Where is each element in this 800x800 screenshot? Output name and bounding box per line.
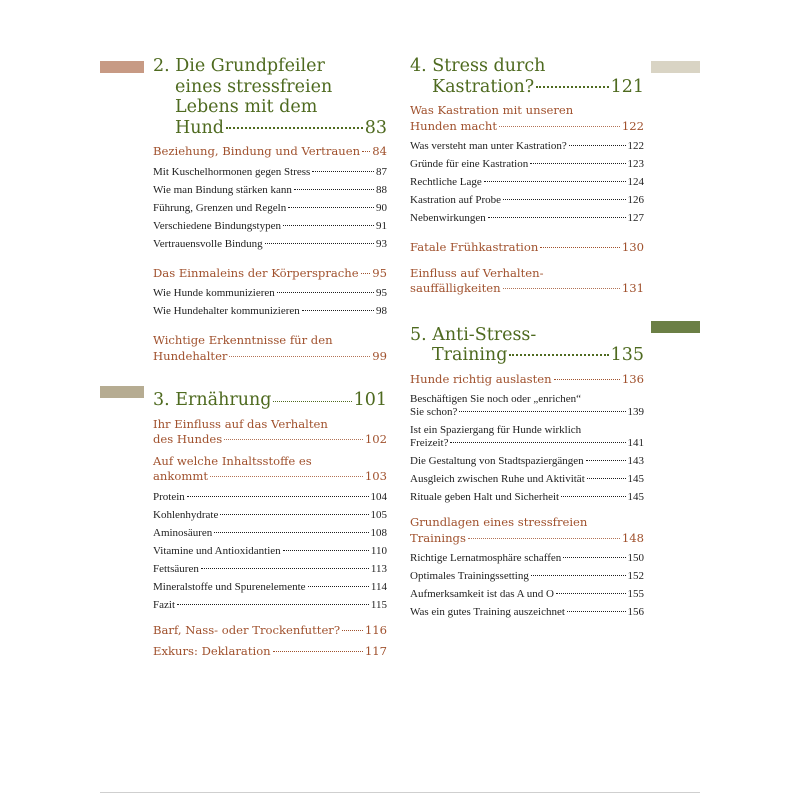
toc-item[interactable]: Mit Kuschelhormonen gegen Stress 87 bbox=[153, 165, 387, 178]
dot-leader bbox=[220, 514, 368, 515]
chapter-5-page: 135 bbox=[610, 345, 644, 365]
dot-leader bbox=[210, 476, 363, 477]
dot-leader bbox=[563, 557, 625, 558]
section-barf[interactable]: Barf, Nass- oder Trockenfutter? 116 bbox=[153, 622, 387, 637]
dot-leader bbox=[484, 181, 626, 182]
toc-item[interactable]: Gründe für eine Kastration 123 bbox=[410, 158, 644, 170]
chapter-3-heading[interactable]: 3. Ernährung 101 bbox=[153, 390, 387, 410]
toc-item[interactable]: Verschiedene Bindungstypen 91 bbox=[153, 219, 387, 232]
dot-leader bbox=[214, 532, 368, 533]
dot-leader bbox=[283, 550, 369, 551]
toc-item[interactable]: Richtige Lernatmosphäre schaffen 150 bbox=[410, 552, 644, 564]
toc-item[interactable]: Nebenwirkungen 127 bbox=[410, 212, 644, 224]
toc-item[interactable]: Aminosäuren 108 bbox=[153, 526, 387, 539]
toc-item[interactable]: Führung, Grenzen und Regeln 90 bbox=[153, 201, 387, 214]
dot-leader bbox=[530, 163, 625, 164]
dot-leader bbox=[587, 478, 626, 479]
toc-item[interactable]: Kastration auf Probe 126 bbox=[410, 194, 644, 206]
chapter-2-color-bar bbox=[100, 61, 144, 73]
dot-leader bbox=[503, 199, 625, 200]
dot-leader bbox=[224, 439, 363, 440]
dot-leader bbox=[567, 611, 626, 612]
toc-item[interactable]: Wie Hundehalter kommunizieren 98 bbox=[153, 305, 387, 317]
toc-item[interactable]: Wie Hunde kommunizieren 95 bbox=[153, 287, 387, 299]
dot-leader bbox=[561, 496, 625, 497]
dot-leader bbox=[540, 247, 620, 248]
toc-item[interactable]: Rituale geben Halt und Sicherheit 145 bbox=[410, 491, 644, 503]
chapter-2-title-line-4: Hund bbox=[175, 117, 225, 138]
chapter-4-heading[interactable]: 4. Stress durch Kastration? 121 bbox=[410, 56, 644, 97]
chapter-3-color-bar bbox=[100, 386, 144, 398]
toc-item[interactable]: Protein 104 bbox=[153, 490, 387, 503]
chapter-2-title-line-1: 2. Die Grundpfeiler bbox=[153, 56, 325, 76]
dot-leader bbox=[308, 586, 369, 587]
chapter-5-heading[interactable]: 5. Anti-Stress- Training 135 bbox=[410, 324, 644, 365]
toc-item[interactable]: Optimales Trainingssetting 152 bbox=[410, 570, 644, 582]
chapter-3-page: 101 bbox=[353, 390, 387, 410]
section-deklaration[interactable]: Exkurs: Deklaration 117 bbox=[153, 644, 387, 658]
dot-leader bbox=[569, 145, 626, 146]
toc-left-column bbox=[153, 56, 387, 660]
toc-item[interactable]: Ausgleich zwischen Ruhe und Aktivität 145 bbox=[410, 473, 644, 485]
chapter-2-heading[interactable] bbox=[153, 56, 387, 138]
toc-item[interactable]: Fazit 115 bbox=[153, 598, 387, 611]
dot-leader bbox=[283, 225, 374, 226]
dot-leader bbox=[277, 292, 374, 293]
footer-divider bbox=[100, 792, 700, 793]
chapter-2-title-line-3: Lebens mit dem bbox=[175, 97, 318, 117]
dot-leader bbox=[273, 651, 363, 652]
toc-item[interactable]: Rechtliche Lage 124 bbox=[410, 176, 644, 188]
toc-item[interactable]: Was ein gutes Training auszeichnet 156 bbox=[410, 606, 644, 618]
dot-leader bbox=[503, 288, 620, 289]
dot-leader bbox=[187, 496, 369, 497]
dot-leader bbox=[177, 604, 369, 605]
dot-leader bbox=[459, 411, 625, 412]
dot-leader bbox=[509, 354, 608, 356]
dot-leader bbox=[288, 207, 374, 208]
toc-item[interactable]: Ist ein Spaziergang für Hunde wirklich Freizeit? 141 bbox=[410, 424, 644, 449]
section-fruehkastration[interactable]: Fatale Frühkastration 130 bbox=[410, 240, 644, 254]
dot-leader bbox=[312, 171, 374, 172]
toc-item[interactable]: Kohlenhydrate 105 bbox=[153, 508, 387, 521]
dot-leader bbox=[229, 356, 370, 357]
toc-item[interactable]: Mineralstoffe und Spurenelemente 114 bbox=[153, 580, 387, 593]
dot-leader bbox=[226, 127, 363, 129]
section-verhaltensauffaelligkeiten[interactable]: Einfluss auf Verhalten- sauffälligkeiten 131 bbox=[410, 265, 644, 295]
dot-leader bbox=[294, 189, 374, 190]
dot-leader bbox=[342, 630, 363, 631]
section-inhaltsstoffe[interactable]: Auf welche Inhaltsstoffe es ankommt 103 bbox=[153, 453, 387, 483]
dot-leader bbox=[586, 460, 626, 461]
dot-leader bbox=[499, 126, 620, 127]
toc-item[interactable]: Wie man Bindung stärken kann 88 bbox=[153, 183, 387, 196]
dot-leader bbox=[468, 538, 620, 539]
dot-leader bbox=[273, 401, 351, 402]
section-auslasten[interactable]: Hunde richtig auslasten 136 bbox=[410, 371, 644, 386]
dot-leader bbox=[556, 593, 626, 594]
toc-right-column bbox=[410, 56, 644, 624]
dot-leader bbox=[536, 86, 608, 88]
dot-leader bbox=[531, 575, 626, 576]
dot-leader bbox=[362, 151, 370, 152]
dot-leader bbox=[201, 568, 369, 569]
chapter-2-page: 83 bbox=[364, 117, 387, 138]
section-beziehung[interactable]: Beziehung, Bindung und Vertrauen 84 bbox=[153, 144, 387, 158]
dot-leader bbox=[302, 310, 374, 311]
toc-item[interactable]: Fettsäuren 113 bbox=[153, 562, 387, 575]
chapter-4-page: 121 bbox=[610, 76, 644, 97]
toc-item[interactable]: Was versteht man unter Kastration? 122 bbox=[410, 140, 644, 152]
toc-item[interactable]: Die Gestaltung von Stadtspaziergängen 143 bbox=[410, 455, 644, 467]
dot-leader bbox=[265, 243, 374, 244]
section-erkenntnisse[interactable]: Wichtige Erkenntnisse für den Hundehalter 99 bbox=[153, 333, 387, 363]
dot-leader bbox=[450, 442, 625, 443]
toc-item[interactable]: Vertrauensvolle Bindung 93 bbox=[153, 237, 387, 250]
toc-item[interactable]: Vitamine und Antioxidantien 110 bbox=[153, 544, 387, 557]
chapter-4-color-bar bbox=[651, 61, 700, 73]
section-grundlagen-training[interactable]: Grundlagen eines stressfreien Trainings 148 bbox=[410, 515, 644, 545]
section-koerpersprache[interactable]: Das Einmaleins der Körpersprache 95 bbox=[153, 265, 387, 280]
dot-leader bbox=[361, 273, 371, 274]
chapter-2-title-line-2: eines stressfreien bbox=[175, 76, 333, 97]
dot-leader bbox=[488, 217, 626, 218]
chapter-5-color-bar bbox=[651, 321, 700, 333]
toc-item[interactable]: Beschäftigen Sie noch oder „enrichen“ Sie schon? 139 bbox=[410, 393, 644, 418]
section-kastration-hunde[interactable]: Was Kastration mit unseren Hunden macht 122 bbox=[410, 103, 644, 133]
dot-leader bbox=[554, 379, 620, 380]
section-einfluss-verhalten[interactable]: Ihr Einfluss auf das Verhalten des Hundes 102 bbox=[153, 416, 387, 446]
toc-item[interactable]: Aufmerksamkeit ist das A und O 155 bbox=[410, 588, 644, 600]
